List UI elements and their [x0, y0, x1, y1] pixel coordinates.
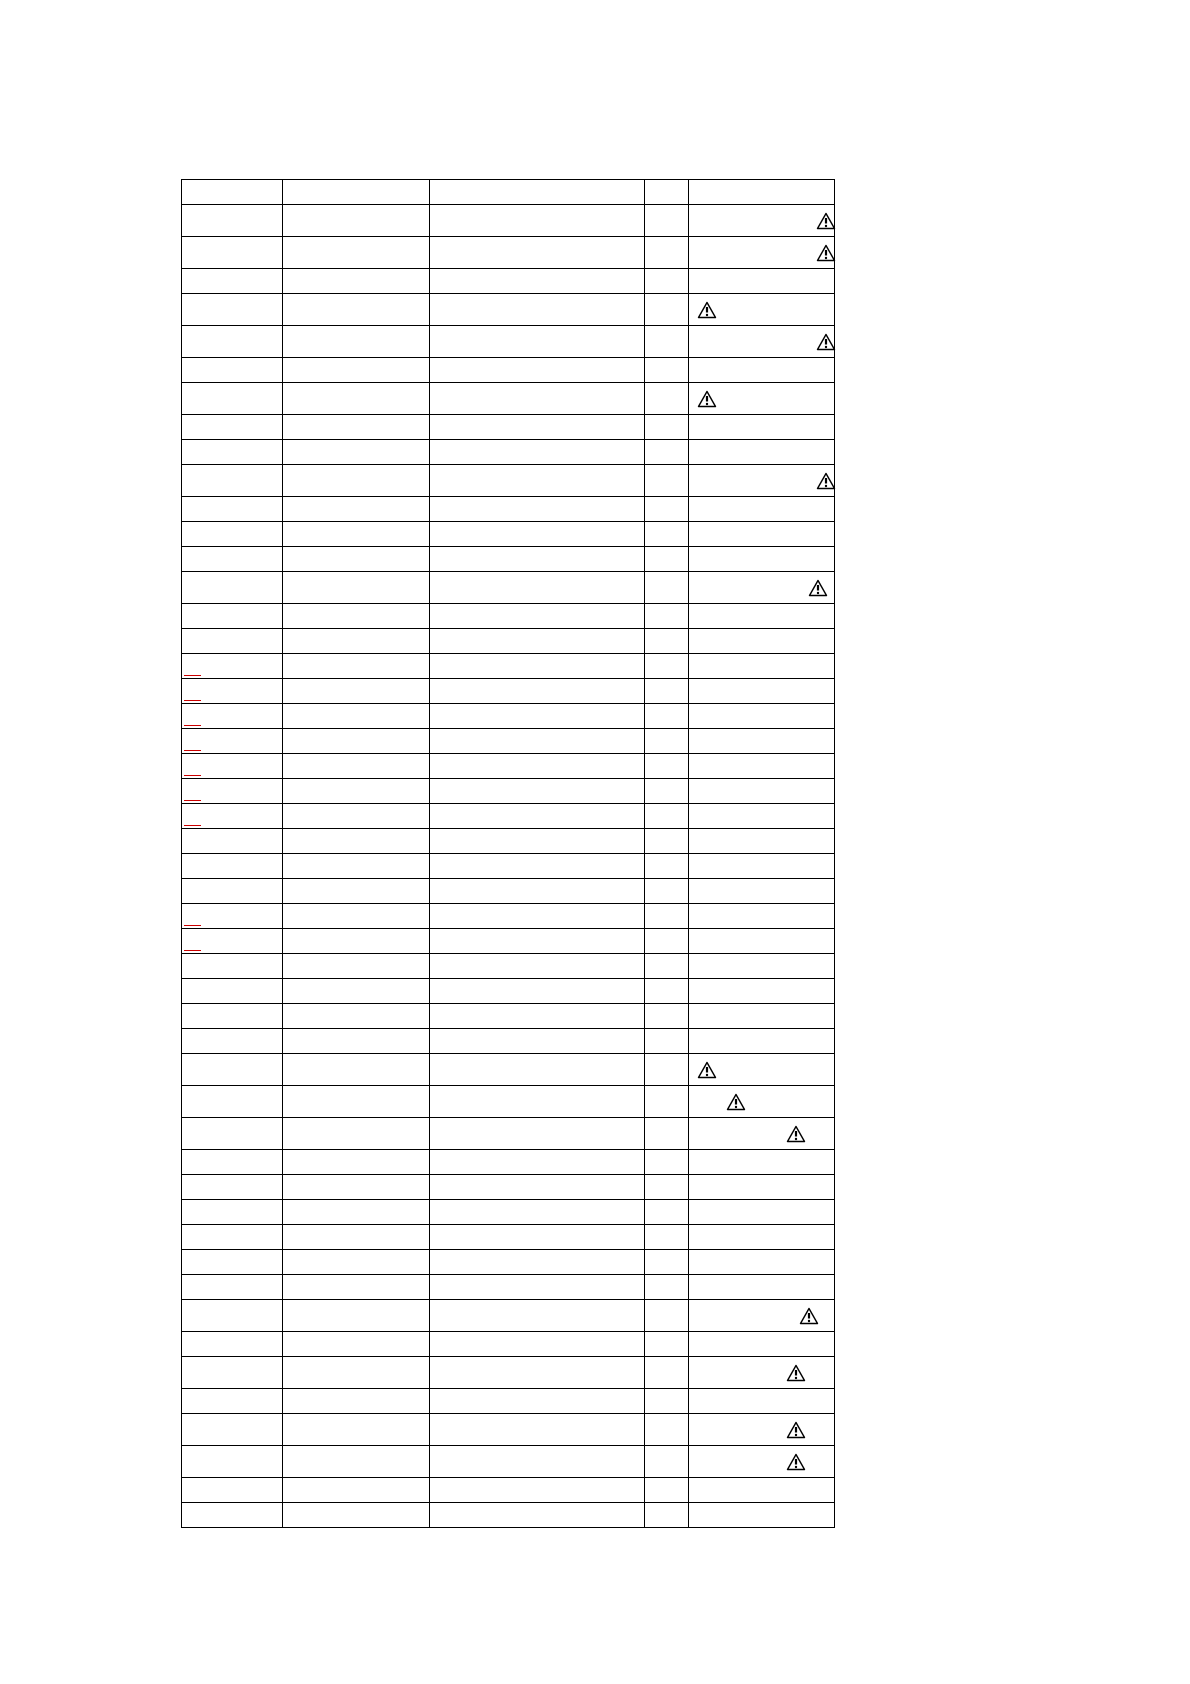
table-cell [688, 1445, 835, 1478]
warning-triangle-icon [786, 1364, 806, 1382]
table-cell [429, 1299, 645, 1332]
table-cell [282, 653, 430, 679]
table-cell [429, 179, 645, 205]
warning-triangle-icon [816, 472, 836, 490]
table-cell [644, 1445, 689, 1478]
table-cell [429, 382, 645, 415]
table-cell [181, 204, 283, 237]
table-cell [181, 1003, 283, 1029]
table-cell [644, 628, 689, 654]
table-cell [282, 728, 430, 754]
revision-marker [184, 750, 201, 751]
table-cell [688, 1224, 835, 1250]
table-cell [644, 357, 689, 383]
table-cell [688, 204, 835, 237]
table-cell [181, 414, 283, 440]
table-cell [282, 236, 430, 269]
table-cell [181, 546, 283, 572]
table-cell [644, 703, 689, 729]
table-cell [282, 1003, 430, 1029]
table-cell [688, 778, 835, 804]
table-cell [429, 204, 645, 237]
table-cell [688, 1028, 835, 1054]
table-cell [644, 1331, 689, 1357]
table-cell [181, 1331, 283, 1357]
table-cell [429, 1477, 645, 1503]
table-cell [688, 1199, 835, 1225]
table-cell [429, 1224, 645, 1250]
table-cell [644, 521, 689, 547]
table-cell [644, 1224, 689, 1250]
table-cell [429, 521, 645, 547]
table-cell [688, 414, 835, 440]
table-cell [644, 728, 689, 754]
warning-triangle-icon [816, 244, 836, 262]
table-cell [688, 1331, 835, 1357]
table-cell [181, 496, 283, 522]
table-cell [282, 1356, 430, 1389]
table-cell [644, 1502, 689, 1528]
table-cell [282, 703, 430, 729]
table-cell [688, 236, 835, 269]
table-cell [688, 1085, 835, 1118]
table-cell [688, 1502, 835, 1528]
table-cell [644, 571, 689, 604]
table-cell [644, 293, 689, 326]
table-cell [644, 382, 689, 415]
table-cell [282, 1174, 430, 1200]
warning-triangle-icon [799, 1307, 819, 1325]
table-cell [688, 603, 835, 629]
warning-triangle-icon [697, 390, 717, 408]
table-cell [644, 678, 689, 704]
table-cell [282, 1299, 430, 1332]
table-cell [688, 828, 835, 854]
table-cell [181, 1174, 283, 1200]
table-cell [282, 878, 430, 904]
table-cell [644, 1053, 689, 1086]
table-cell [181, 1356, 283, 1389]
table-cell [181, 628, 283, 654]
table-cell [644, 778, 689, 804]
table-cell [181, 521, 283, 547]
table-cell [429, 357, 645, 383]
table-cell [429, 903, 645, 929]
table-cell [644, 803, 689, 829]
table-cell [688, 496, 835, 522]
table-cell [644, 1388, 689, 1414]
table-cell [429, 878, 645, 904]
table-cell [644, 1149, 689, 1175]
table-cell [181, 1388, 283, 1414]
table-cell [429, 753, 645, 779]
table-cell [644, 496, 689, 522]
table-cell [282, 414, 430, 440]
table-cell [644, 439, 689, 465]
table-cell [282, 1274, 430, 1300]
table-cell [429, 853, 645, 879]
table-cell [644, 828, 689, 854]
table-cell [644, 236, 689, 269]
table-cell [181, 603, 283, 629]
table-cell [429, 1117, 645, 1150]
table-cell [644, 325, 689, 358]
table-cell [181, 439, 283, 465]
table-cell [181, 828, 283, 854]
table-cell [282, 382, 430, 415]
table-cell [429, 653, 645, 679]
table-cell [429, 978, 645, 1004]
table-cell [688, 1174, 835, 1200]
table-cell [181, 1053, 283, 1086]
table-cell [429, 728, 645, 754]
table-cell [644, 1199, 689, 1225]
table-cell [181, 1274, 283, 1300]
table-cell [282, 953, 430, 979]
table-cell [282, 325, 430, 358]
table-cell [282, 1224, 430, 1250]
table-cell [688, 179, 835, 205]
table-cell [181, 268, 283, 294]
table-cell [429, 1274, 645, 1300]
table-cell [644, 903, 689, 929]
table-cell [429, 828, 645, 854]
table-cell [282, 628, 430, 654]
table-cell [181, 853, 283, 879]
table-cell [282, 903, 430, 929]
table-cell [688, 728, 835, 754]
table-cell [429, 803, 645, 829]
warning-triangle-icon [786, 1125, 806, 1143]
table-cell [282, 179, 430, 205]
revision-marker [184, 725, 201, 726]
table-cell [181, 179, 283, 205]
table-cell [181, 1224, 283, 1250]
table-cell [429, 678, 645, 704]
table-cell [644, 1028, 689, 1054]
table-cell [282, 1477, 430, 1503]
table-cell [429, 464, 645, 497]
table-cell [181, 1502, 283, 1528]
table-cell [282, 1413, 430, 1446]
revision-marker [184, 700, 201, 701]
table-cell [688, 1274, 835, 1300]
table-cell [644, 1413, 689, 1446]
table-cell [181, 953, 283, 979]
table-cell [429, 778, 645, 804]
table-cell [429, 1413, 645, 1446]
table-cell [282, 1502, 430, 1528]
table-cell [429, 268, 645, 294]
table-cell [429, 414, 645, 440]
table-cell [688, 1477, 835, 1503]
table-cell [429, 439, 645, 465]
table-cell [688, 753, 835, 779]
table-cell [181, 878, 283, 904]
table-cell [282, 778, 430, 804]
table-cell [181, 357, 283, 383]
table-cell [282, 1199, 430, 1225]
table-cell [282, 1149, 430, 1175]
table-cell [644, 1274, 689, 1300]
table-cell [688, 1149, 835, 1175]
table-cell [644, 928, 689, 954]
table-cell [282, 1331, 430, 1357]
table-cell [181, 1249, 283, 1275]
table-cell [282, 204, 430, 237]
table-cell [429, 953, 645, 979]
table-cell [181, 1299, 283, 1332]
table-cell [429, 1331, 645, 1357]
table-cell [282, 1445, 430, 1478]
table-cell [644, 1356, 689, 1389]
table-cell [429, 293, 645, 326]
table-cell [688, 928, 835, 954]
table-cell [282, 828, 430, 854]
table-cell [644, 1003, 689, 1029]
table-cell [688, 903, 835, 929]
table-cell [688, 678, 835, 704]
table-cell [282, 293, 430, 326]
table-cell [644, 546, 689, 572]
table-cell [688, 1356, 835, 1389]
table-cell [429, 1356, 645, 1389]
table-cell [644, 978, 689, 1004]
table-cell [688, 953, 835, 979]
table-cell [282, 978, 430, 1004]
table-cell [688, 357, 835, 383]
warning-triangle-icon [786, 1453, 806, 1471]
table-cell [181, 1445, 283, 1478]
table-cell [282, 268, 430, 294]
table-cell [282, 603, 430, 629]
table-cell [429, 1249, 645, 1275]
table-cell [644, 1477, 689, 1503]
table-cell [644, 179, 689, 205]
table-cell [429, 628, 645, 654]
table-cell [644, 464, 689, 497]
table-cell [429, 1174, 645, 1200]
table-cell [282, 678, 430, 704]
table-cell [688, 546, 835, 572]
table-cell [181, 571, 283, 604]
table-cell [282, 1249, 430, 1275]
table-cell [181, 1199, 283, 1225]
table-cell [429, 603, 645, 629]
revision-marker [184, 825, 201, 826]
revision-marker [184, 675, 201, 676]
table-cell [644, 1117, 689, 1150]
table-cell [181, 382, 283, 415]
table-cell [282, 1028, 430, 1054]
table-cell [282, 1085, 430, 1118]
warning-triangle-icon [786, 1421, 806, 1439]
table-cell [688, 1413, 835, 1446]
table-cell [282, 753, 430, 779]
table-cell [429, 1085, 645, 1118]
revision-marker [184, 925, 201, 926]
table-cell [282, 1388, 430, 1414]
table-cell [688, 464, 835, 497]
table-cell [644, 1299, 689, 1332]
table-cell [181, 1149, 283, 1175]
table-cell [429, 571, 645, 604]
table-cell [181, 1028, 283, 1054]
table-cell [282, 357, 430, 383]
table-cell [644, 1249, 689, 1275]
warning-triangle-icon [697, 301, 717, 319]
table-cell [644, 414, 689, 440]
table-cell [688, 1117, 835, 1150]
table-cell [429, 496, 645, 522]
table-cell [644, 1174, 689, 1200]
table-cell [282, 439, 430, 465]
table-cell [688, 803, 835, 829]
table-cell [282, 464, 430, 497]
table-cell [181, 464, 283, 497]
table-cell [429, 928, 645, 954]
warning-triangle-icon [816, 333, 836, 351]
table-cell [644, 953, 689, 979]
table-cell [644, 878, 689, 904]
warning-triangle-icon [816, 212, 836, 230]
table-cell [282, 928, 430, 954]
table-cell [688, 1388, 835, 1414]
table-cell [688, 978, 835, 1004]
table-cell [429, 1388, 645, 1414]
table-cell [688, 1249, 835, 1275]
table-cell [688, 439, 835, 465]
table-cell [181, 1477, 283, 1503]
warning-triangle-icon [808, 579, 828, 597]
table-cell [429, 1445, 645, 1478]
warning-triangle-icon [726, 1093, 746, 1111]
table-cell [688, 703, 835, 729]
table-cell [181, 293, 283, 326]
table-cell [181, 236, 283, 269]
table-cell [181, 1085, 283, 1118]
table-cell [688, 853, 835, 879]
table-cell [429, 1003, 645, 1029]
table-cell [644, 753, 689, 779]
table-cell [181, 325, 283, 358]
table-cell [181, 1413, 283, 1446]
table-cell [644, 204, 689, 237]
revision-marker [184, 800, 201, 801]
table-cell [688, 878, 835, 904]
table-cell [644, 1085, 689, 1118]
table-cell [644, 653, 689, 679]
table-cell [644, 603, 689, 629]
table-cell [429, 236, 645, 269]
table-cell [688, 628, 835, 654]
table-cell [282, 496, 430, 522]
revision-marker [184, 775, 201, 776]
table-cell [429, 703, 645, 729]
table-cell [282, 1053, 430, 1086]
table-cell [282, 571, 430, 604]
table-cell [688, 521, 835, 547]
table-cell [688, 653, 835, 679]
table-cell [429, 546, 645, 572]
table-cell [429, 1053, 645, 1086]
table-cell [429, 1149, 645, 1175]
table-cell [282, 521, 430, 547]
warning-triangle-icon [697, 1061, 717, 1079]
revision-marker [184, 950, 201, 951]
table-cell [282, 803, 430, 829]
table-cell [644, 268, 689, 294]
table-cell [282, 1117, 430, 1150]
table-cell [282, 853, 430, 879]
table-cell [688, 325, 835, 358]
table-cell [429, 1199, 645, 1225]
table-cell [688, 268, 835, 294]
table-cell [429, 325, 645, 358]
table-cell [429, 1028, 645, 1054]
table-cell [688, 1003, 835, 1029]
table-cell [181, 1117, 283, 1150]
table-cell [181, 978, 283, 1004]
table-cell [282, 546, 430, 572]
table-cell [644, 853, 689, 879]
table-cell [429, 1502, 645, 1528]
